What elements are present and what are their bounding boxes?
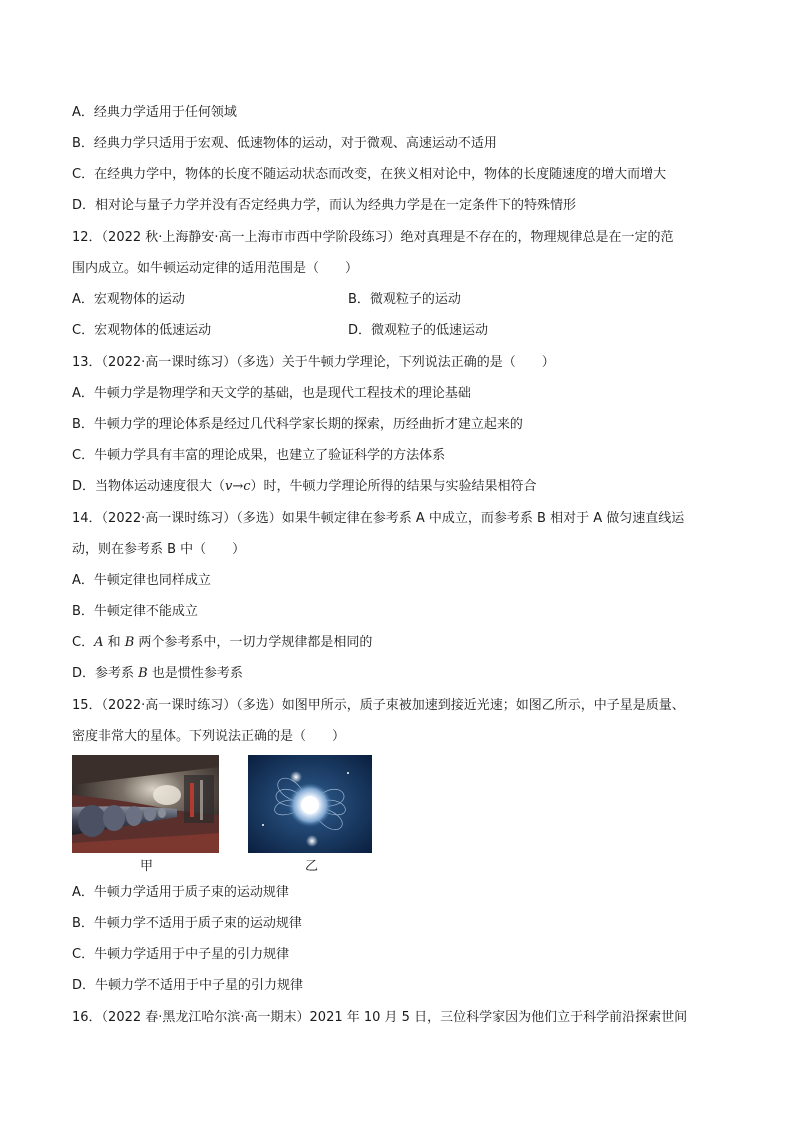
q12-option-b: B．微观粒子的运动 — [348, 292, 461, 307]
neutron-star-illustration — [248, 755, 372, 853]
q14-option-b: B．牛顿定律不能成立 — [72, 604, 198, 619]
q15-stem-line2: 密度非常大的星体。下列说法正确的是（ ） — [72, 729, 346, 744]
q13-option-d-before: D．当物体运动速度很大（ — [72, 479, 226, 494]
q11-option-b: B．经典力学只适用于宏观、低速物体的运动，对于微观、高速运动不适用 — [72, 136, 497, 151]
q15-option-b: B．牛顿力学不适用于质子束的运动规律 — [72, 916, 302, 931]
q13-option-c: C．牛顿力学具有丰富的理论成果，也建立了验证科学的方法体系 — [72, 448, 446, 463]
q12-stem-line1: 12．（2022 秋·上海静安·高一上海市市西中学阶段练习）绝对真理是不存在的，物理规律总是在一定的范 — [72, 230, 674, 245]
q12-option-d: D．微观粒子的低速运动 — [348, 323, 489, 338]
q14-option-c-prefix: C． — [72, 635, 95, 650]
q15-option-c: C．牛顿力学适用于中子星的引力规律 — [72, 947, 290, 962]
q14-option-d-after: 也是惯性参考系 — [147, 666, 243, 681]
q13-stem: 13．（2022·高一课时练习）（多选）关于牛顿力学理论，下列说法正确的是（ ） — [72, 355, 555, 370]
q12-stem-line2: 围内成立。如牛顿运动定律的适用范围是（ ） — [72, 261, 359, 276]
q14-option-c-after: 两个参考系中，一切力学规律都是相同的 — [134, 635, 373, 650]
q14-option-a: A．牛顿定律也同样成立 — [72, 573, 211, 588]
q14-option-c-mid: 和 — [103, 635, 125, 650]
q14-option-d-frame-b: B — [138, 666, 148, 681]
q14-option-c — [72, 634, 372, 652]
figure-jia-caption: 甲 — [140, 859, 154, 874]
q14-option-d — [72, 665, 243, 683]
q12-option-c: C．宏观物体的低速运动 — [72, 323, 212, 338]
q11-option-a: A．经典力学适用于任何领域 — [72, 105, 237, 120]
q13-option-d-formula: v→c — [225, 479, 251, 494]
q14-option-c-frame-b: B — [124, 635, 135, 650]
q13-option-b: B．牛顿力学的理论体系是经过几代科学家长期的探索，历经曲折才建立起来的 — [72, 417, 523, 432]
q12-option-a: A．宏观物体的运动 — [72, 292, 185, 307]
figure-yi-caption: 乙 — [305, 859, 319, 874]
q15-stem-line1: 15．（2022·高一课时练习）（多选）如图甲所示，质子束被加速到接近光速；如图乙所示，中子星是质量、 — [72, 698, 685, 713]
accelerator-tunnel-image — [72, 755, 219, 853]
q13-option-d — [72, 478, 537, 496]
q14-stem-line2: 动，则在参考系 B 中（ ） — [72, 542, 246, 557]
q15-option-d: D．牛顿力学不适用于中子星的引力规律 — [72, 978, 304, 993]
q16-stem-line1: 16．（2022 春·黑龙江哈尔滨·高一期末）2021 年 10 月 5 日，三位科学家因为他们立于科学前沿探索世间 — [72, 1010, 688, 1025]
q14-option-d-prefix: D．参考系 — [72, 666, 139, 681]
q13-option-a: A．牛顿力学是物理学和天文学的基础，也是现代工程技术的理论基础 — [72, 386, 471, 401]
accelerator-tunnel-illustration — [72, 755, 219, 853]
q11-option-c: C．在经典力学中，物体的长度不随运动状态而改变，在狭义相对论中，物体的长度随速度的增大而增大 — [72, 167, 667, 182]
q15-option-a: A．牛顿力学适用于质子束的运动规律 — [72, 885, 289, 900]
q14-option-c-frame-a: A — [94, 635, 104, 650]
q11-option-d: D．相对论与量子力学并没有否定经典力学，而认为经典力学是在一定条件下的特殊情形 — [72, 198, 577, 213]
neutron-star-image — [248, 755, 372, 853]
q14-stem-line1: 14．（2022·高一课时练习）（多选）如果牛顿定律在参考系 A 中成立，而参考系 B 相对于 A 做匀速直线运 — [72, 511, 685, 526]
q13-option-d-after: ）时，牛顿力学理论所得的结果与实验结果相符合 — [250, 479, 537, 494]
